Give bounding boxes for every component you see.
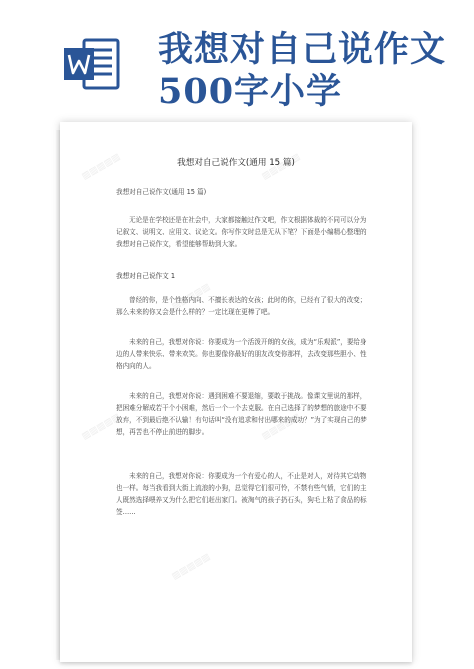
- section-heading: 我想对自己说作文 1: [116, 272, 176, 280]
- watermark: ▥▥▥▥▥: [170, 282, 213, 312]
- paragraph-1: 曾经的你，是个性格内向、不擅长表达的女孩；此时的你，已经有了很大的改变；那么未来的你又会是什么样的？一定比现在更棒了吧。: [116, 296, 367, 316]
- header-banner: [0, 0, 474, 122]
- paragraph-3: 未来的自己，我想对你说：遇到困难不要退缩，要敢于挑战。像课文里说的那样，把困难分解成若干个小困难，然后一个一个去克服。在自己选择了的梦想的旅途中不要放弃，不到最后绝不认输！有句话叫“没有追求和付出哪来的成功？”为了实现自己的梦想，再苦也不停止前进的脚步。: [116, 392, 367, 436]
- intro-paragraph: 无论是在学校还是在社会中，大家都接触过作文吧，作文根据体裁的不同可以分为记叙文、说明文、应用文、议论文。你写作文时总是无从下笔？下面是小编精心整理的我想对自己说作文，希望能够帮助到大家。: [116, 216, 367, 248]
- document-subtitle: 我想对自己说作文(通用 15 篇): [116, 188, 207, 196]
- banner-title-line1: 我想对自己说作文: [158, 29, 447, 70]
- watermark: ▥▥▥▥▥: [170, 552, 213, 582]
- document-title: 我想对自己说作文(通用 15 篇): [177, 158, 295, 168]
- watermark: ▥▥▥▥▥: [260, 412, 303, 442]
- paragraph-4: 未来的自己，我想对你说：你要成为一个有爱心的人，不止是对人，对待其它动物也一样。每当我看到大街上流浪的小狗，总觉得它们很可怜，不禁有些气愤，它们的主人既然选择喂养又为什么把它们赶出家门。被淘气的孩子扔石头，狗毛上粘了食品的标签……: [116, 472, 367, 516]
- word-document-icon: [62, 34, 122, 94]
- document-page: [60, 122, 412, 662]
- banner-title-line2: 500字小学: [158, 71, 343, 112]
- watermark: ▥▥▥▥▥: [80, 152, 123, 182]
- watermark: ▥▥▥▥▥: [260, 152, 303, 182]
- watermark: ▥▥▥▥▥: [80, 412, 123, 442]
- paragraph-2: 未来的自己，我想对你说：你要成为一个活泼开朗的女孩，成为“乐观派”，要给身边的人带来快乐、带来欢笑。你也要像你最好的朋友改变你那样，去改变那些胆小、性格内向的人。: [116, 338, 367, 370]
